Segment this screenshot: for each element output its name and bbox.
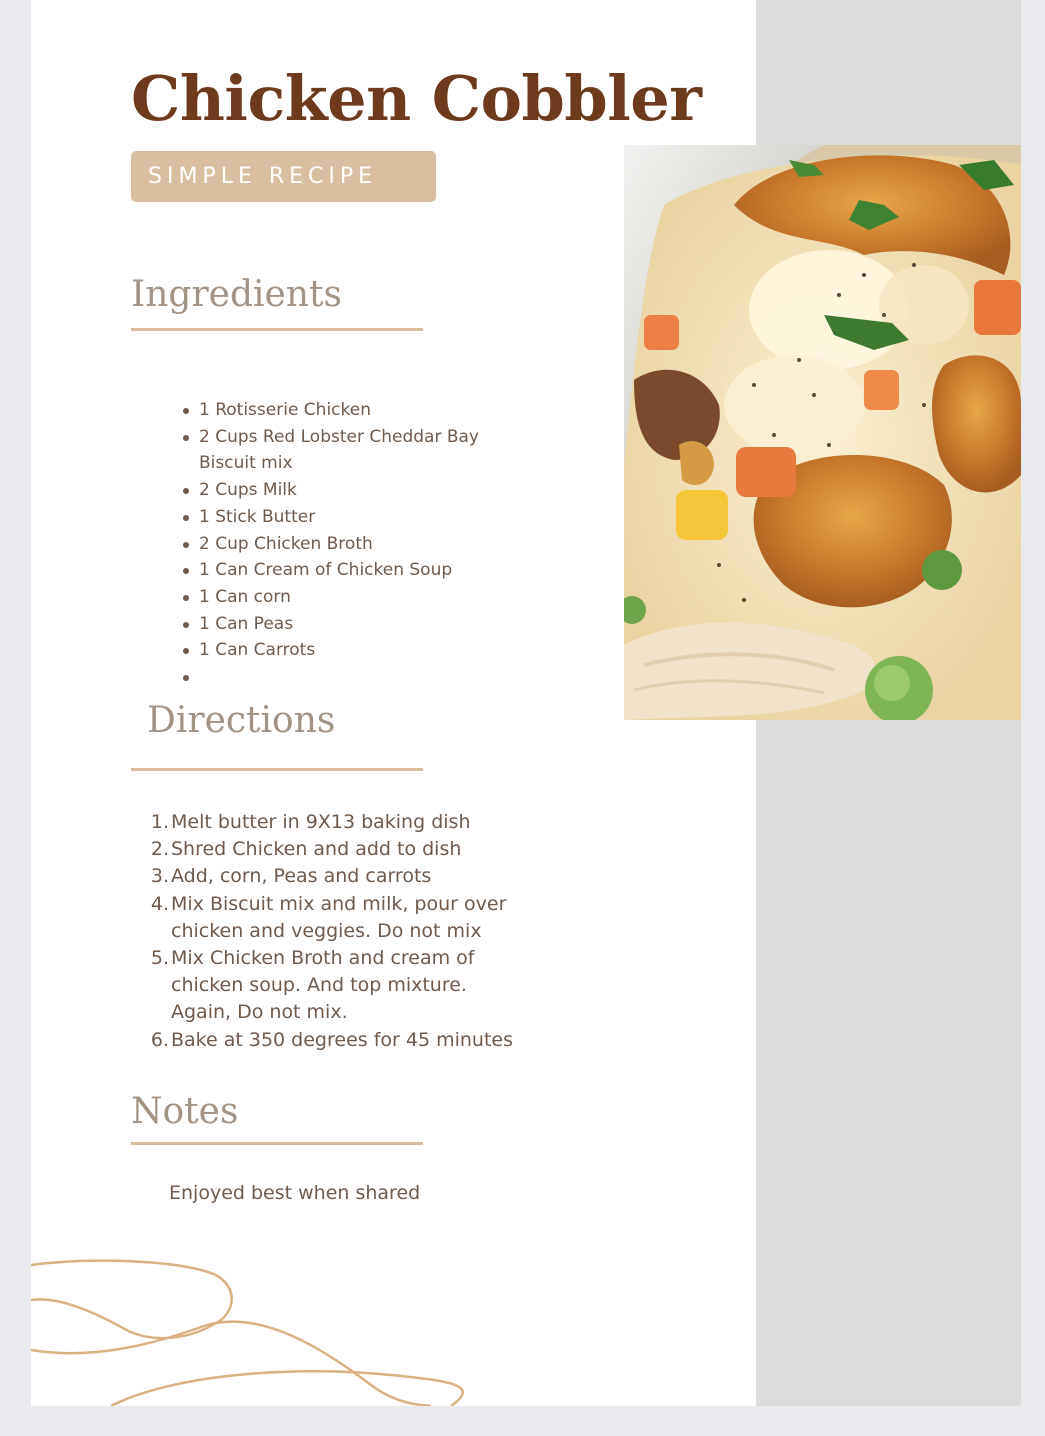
step-number: 6. — [150, 1028, 169, 1051]
step-text: Bake at 350 degrees for 45 minutes — [171, 1028, 513, 1051]
step-text: Melt butter in 9X13 baking dish — [171, 811, 471, 833]
step-number: 3. — [150, 865, 169, 888]
direction-step — [150, 945, 506, 1027]
step-number: 5. — [150, 947, 169, 970]
step-number: 4. — [150, 892, 169, 915]
recipe-card — [31, 0, 1021, 1406]
directions-heading: Directions — [147, 700, 336, 741]
ingredients-divider — [131, 328, 423, 331]
ingredient-item-empty — [199, 664, 529, 691]
directions-list — [150, 809, 551, 1054]
ingredient-item: 1 Can corn — [199, 584, 529, 611]
ingredient-item: 1 Rotisserie Chicken — [199, 397, 529, 424]
ingredient-item: 2 Cup Chicken Broth — [199, 531, 529, 558]
recipe-title: Chicken Cobbler — [131, 62, 702, 135]
decorative-swirl — [31, 1245, 491, 1406]
step-number: 2. — [150, 838, 169, 861]
recipe-badge: SIMPLE RECIPE — [131, 151, 436, 202]
direction-step — [150, 1027, 551, 1054]
step-text: Shred Chicken and add to dish — [171, 838, 462, 861]
step-text: Add, corn, Peas and carrots — [171, 865, 432, 888]
direction-step — [150, 863, 551, 890]
food-photo — [624, 145, 1021, 720]
ingredient-item: 1 Can Peas — [199, 611, 529, 638]
direction-step — [150, 809, 551, 836]
direction-step — [150, 836, 551, 863]
step-text: Mix Chicken Broth and cream of chicken soup. And top mixture. Again, Do not mix. — [171, 947, 475, 1024]
notes-text: Enjoyed best when shared — [169, 1182, 421, 1204]
notes-divider — [131, 1142, 423, 1145]
direction-step — [150, 891, 531, 945]
step-number: 1. — [150, 811, 169, 833]
ingredients-list — [199, 397, 529, 691]
ingredient-item: 1 Can Carrots — [199, 637, 529, 664]
directions-divider — [131, 768, 423, 771]
ingredient-item: 1 Can Cream of Chicken Soup — [199, 557, 529, 584]
ingredient-item: 2 Cups Milk — [199, 477, 529, 504]
ingredient-item: 2 Cups Red Lobster Cheddar Bay Biscuit mix — [199, 424, 509, 477]
chicken-cobbler-image — [624, 145, 1021, 720]
notes-heading: Notes — [131, 1091, 239, 1132]
ingredients-heading: Ingredients — [131, 274, 342, 315]
ingredient-item: 1 Stick Butter — [199, 504, 529, 531]
step-text: Mix Biscuit mix and milk, pour over chicken and veggies. Do not mix — [171, 892, 507, 942]
